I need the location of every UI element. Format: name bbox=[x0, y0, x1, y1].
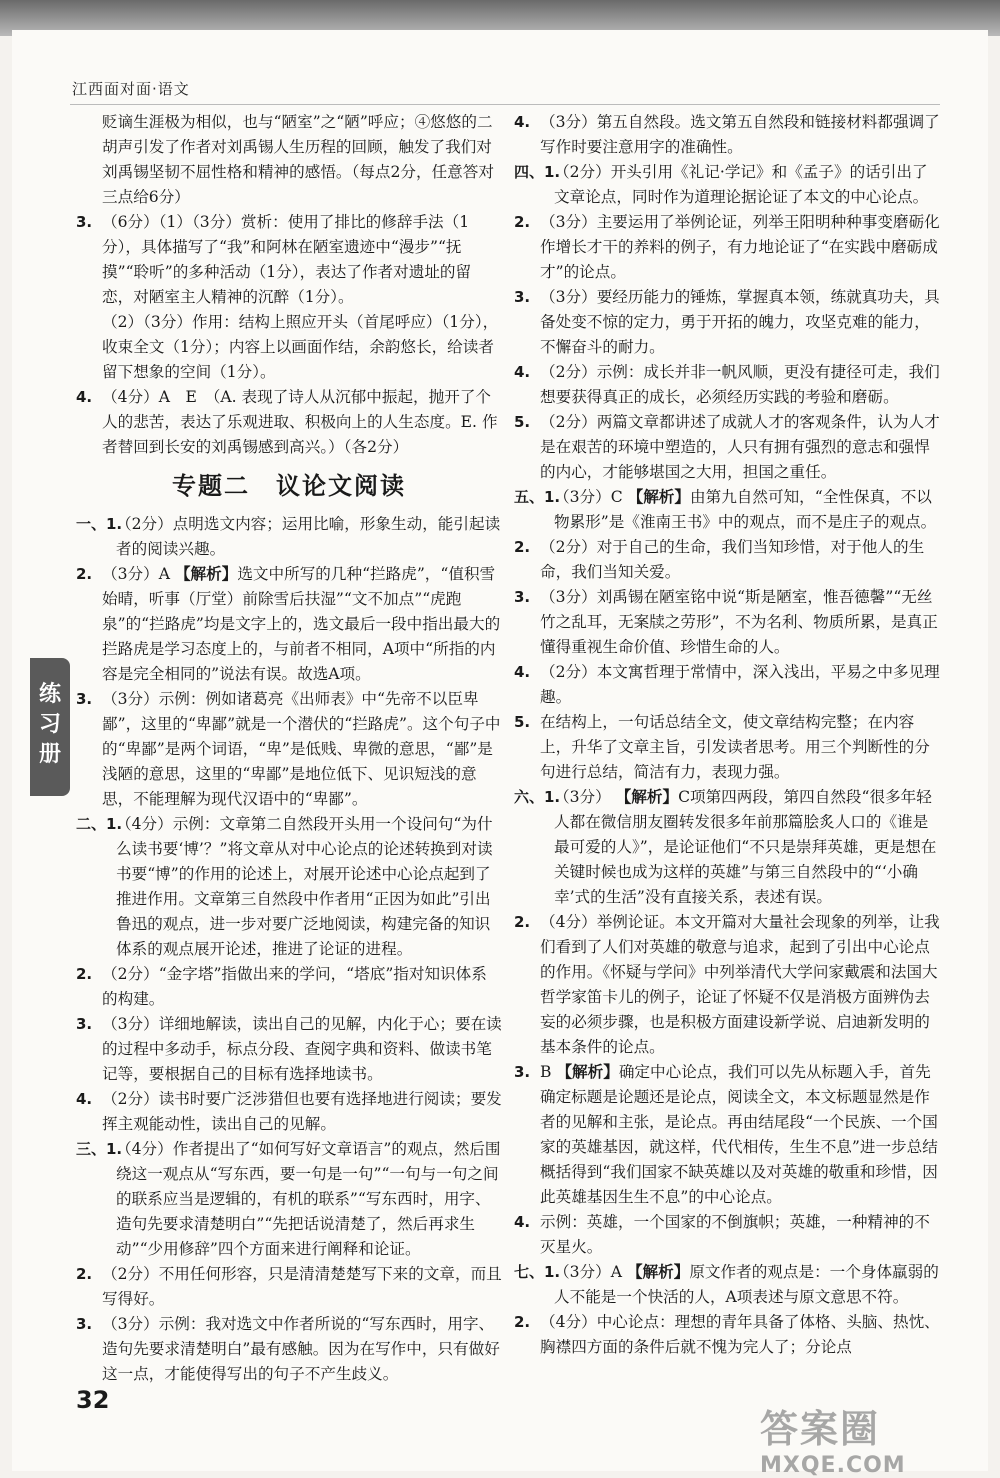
item-text: （3分） bbox=[554, 788, 611, 806]
item-text: 在结构上，一句话总结全文，使文章结构完整；在内容上，升华了文章主旨，引发读者思考。用三个判断性的分句进行总结，简洁有力，表现力强。 bbox=[540, 713, 930, 781]
item-text: （2分）读书时要广泛涉猎但也要有选择地进行阅读；要发挥主观能动性，读出自己的见解。 bbox=[102, 1090, 502, 1133]
item-number: 五、1. bbox=[514, 488, 561, 506]
watermark-text: 答案圈 bbox=[760, 1407, 881, 1451]
answer-item bbox=[76, 1137, 502, 1262]
item-number: 2. bbox=[514, 538, 531, 556]
item-number: 二、1. bbox=[76, 815, 123, 833]
answer-item bbox=[514, 785, 940, 910]
item-number: 3. bbox=[76, 1015, 93, 1033]
item-text: 由第九自然可知，“全性保真，不以物累形”是《淮南王书》中的观点，而不是庄子的观点。 bbox=[554, 488, 937, 531]
answer-item bbox=[76, 1262, 502, 1312]
item-number: 3. bbox=[76, 213, 93, 231]
item-number: 5. bbox=[514, 713, 531, 731]
item-text: 原文作者的观点是：一个身体羸弱的人不能是一个快活的人，A项表述与原文意思不符。 bbox=[554, 1263, 939, 1306]
analysis-tag: 【解析】 bbox=[556, 1063, 619, 1081]
item-number: 2. bbox=[514, 213, 531, 231]
answer-item bbox=[514, 1210, 940, 1260]
item-number: 一、1. bbox=[76, 515, 123, 533]
answer-item bbox=[76, 385, 502, 460]
answer-item bbox=[514, 1260, 940, 1310]
item-text: C项第四两段，第四自然段“很多年轻人都在微信朋友圈转发很多年前那篇脍炙人口的《谁是最可爱的人》”，是论证他们“不只是崇拜英雄，更是想在关键时候也成为这样的英雄”与第三自然段中的“‘小确幸’式的生活”没有直接关系，表述有误。 bbox=[554, 788, 937, 906]
item-number: 2. bbox=[514, 1313, 531, 1331]
item-text: 示例：英雄，一个国家的不倒旗帜；英雄，一种精神的不灭星火。 bbox=[540, 1213, 930, 1256]
page-number: 32 bbox=[76, 1386, 110, 1414]
item-text: （3分）要经历能力的锤炼，掌握真本领，练就真功夫，具备处变不惊的定力，勇于开拓的魄力，攻坚克难的能力，不懈奋斗的耐力。 bbox=[540, 288, 940, 356]
right-column bbox=[514, 110, 940, 1360]
analysis-tag: 【解析】 bbox=[174, 565, 238, 583]
running-header: 江西面对面·语文 bbox=[72, 80, 190, 98]
answer-item bbox=[514, 360, 940, 410]
item-number: 三、1. bbox=[76, 1140, 123, 1158]
item-text: （2分）两篇文章都讲述了成就人才的客观条件，认为人才是在艰苦的环境中塑造的，人只有拥有强烈的意志和强悍的内心，才能够堪国之大用，担国之重任。 bbox=[540, 413, 940, 481]
answer-item bbox=[76, 1312, 502, 1387]
item-text: B bbox=[540, 1063, 552, 1081]
answer-item bbox=[76, 210, 502, 385]
item-number: 4. bbox=[76, 388, 93, 406]
item-text: （2分）开头引用《礼记·学记》和《孟子》的话引出了文章论点，同时作为道理论据论证了本文的中心论点。 bbox=[554, 163, 929, 206]
answer-item bbox=[514, 1310, 940, 1360]
item-text: （2分）示例：成长并非一帆风顺，更没有捷径可走，我们想要获得真正的成长，必须经历实践的考验和磨砺。 bbox=[540, 363, 940, 406]
item-number: 3. bbox=[514, 288, 531, 306]
item-text: （3分）第五自然段。选文第五自然段和链接材料都强调了写作时要注意用字的准确性。 bbox=[540, 113, 940, 156]
answer-item bbox=[514, 110, 940, 160]
item-text: （4分）A E （A. 表现了诗人从沉郁中振起，抛开了个人的悲苦，表达了乐观进取、积极向上的人生态度。E. 作者替回到长安的刘禹锡感到高兴。）（各2分） bbox=[102, 388, 498, 456]
item-text: （3分）详细地解读，读出自己的见解，内化于心；要在读的过程中多动手，标点分段、查阅字典和资料、做读书笔记等，要根据自己的目标有选择地读书。 bbox=[102, 1015, 502, 1083]
answer-item bbox=[514, 160, 940, 210]
item-number: 2. bbox=[76, 1265, 93, 1283]
answer-item bbox=[514, 410, 940, 485]
item-text: （2）（3分）作用：结构上照应开头（首尾呼应）（1分），收束全文（1分）；内容上以画面作结，余韵悠长，给读者留下想象的空间（1分）。 bbox=[102, 313, 499, 381]
item-text: （4分）作者提出了“如何写好文章语言”的观点，然后围绕这一观点从“写东西，要一句是一句”“一句与一句之间的联系应当是逻辑的，有机的联系”“写东西时，用字、造句先要求清楚明白”“先把话说清楚了，然后再求生动”“少用修辞”四个方面来进行阐释和论证。 bbox=[116, 1140, 501, 1258]
item-text: （3分）示例：例如诸葛亮《出师表》中“先帝不以臣卑鄙”，这里的“卑鄙”就是一个潜伏的“拦路虎”。这个句子中的“卑鄙”是两个词语，“卑”是低贱、卑微的意思，“鄙”是浅陋的意思，这里的“卑鄙”是地位低下、见识短浅的意思，不能理解为现代汉语中的“卑鄙”。 bbox=[102, 690, 501, 808]
answer-item bbox=[514, 210, 940, 285]
side-tab-label: 练习册 bbox=[38, 682, 61, 767]
analysis-tag: 【解析】 bbox=[615, 788, 679, 806]
side-tab-practice-book[interactable] bbox=[30, 658, 70, 796]
item-number: 3. bbox=[514, 1063, 531, 1081]
answer-item bbox=[76, 1087, 502, 1137]
item-number: 3. bbox=[514, 588, 531, 606]
item-number: 2. bbox=[514, 913, 531, 931]
item-text: 选文中所写的几种“拦路虎”，“值积雪始晴，听事（厅堂）前除雪后扶湿”“文不加点”“虎跑泉”的“拦路虎”均是文字上的，选文最后一段中指出最大的拦路虎是学习态度上的，与前者不相同，A项中“所指的内容是完全相同的”说法有误。故选A项。 bbox=[102, 565, 501, 683]
item-text: （4分）举例论证。本文开篇对大量社会现象的列举，让我们看到了人们对英雄的敬意与追求，起到了引出中心论点的作用。《怀疑与学问》中列举清代大学问家戴震和法国大哲学家笛卡儿的例子，论证了怀疑不仅是消极方面辨伪去妄的必须步骤，也是积极方面建设新学说、启迪新发明的基本条件的论点。 bbox=[540, 913, 940, 1056]
answer-item bbox=[76, 562, 502, 687]
item-text: （3分）主要运用了举例论证，列举王阳明种种事变磨砺化作增长才干的养料的例子，有力地论证了“在实践中磨砺成才”的论点。 bbox=[540, 213, 940, 281]
item-number: 4. bbox=[514, 1213, 531, 1231]
item-number: 四、1. bbox=[514, 163, 561, 181]
answer-item bbox=[514, 535, 940, 585]
item-text: （3分）A bbox=[102, 565, 170, 583]
item-number: 六、1. bbox=[514, 788, 561, 806]
item-number: 2. bbox=[76, 965, 93, 983]
answer-item bbox=[514, 285, 940, 360]
item-text: （2分）点明选文内容；运用比喻，形象生动，能引起读者的阅读兴趣。 bbox=[116, 515, 501, 558]
item-text: 确定中心论点，我们可以先从标题入手，首先确定标题是论题还是论点，阅读全文，本文标题显然是作者的见解和主张，是论点。再由结尾段“一个民族、一个国家的英雄基因，就这样，代代相传，生生不息”进一步总结概括得到“我们国家不缺英雄以及对英雄的敬重和珍惜，因此英雄基因生生不息”的中心论点。 bbox=[540, 1063, 938, 1206]
item-text: （3分）示例：我对选文中作者所说的“写东西时，用字、造句先要求清楚明白”最有感触。因为在写作中，只有做好这一点，才能使得写出的句子不产生歧义。 bbox=[102, 1315, 500, 1383]
left-column bbox=[76, 110, 502, 1387]
item-number: 3. bbox=[76, 1315, 93, 1333]
item-number: 5. bbox=[514, 413, 531, 431]
answer-item bbox=[514, 710, 940, 785]
item-number: 4. bbox=[514, 113, 531, 131]
item-text: （3分）C bbox=[554, 488, 623, 506]
item-text: （2分）不用任何形容，只是清清楚楚写下来的文章，而且写得好。 bbox=[102, 1265, 502, 1308]
item-number: 4. bbox=[76, 1090, 93, 1108]
item-text: （3分）刘禹锡在陋室铭中说“斯是陋室，惟吾德馨”“无丝竹之乱耳，无案牍之劳形”，不为名利、物质所累，是真正懂得重视生命价值、珍惜生命的人。 bbox=[540, 588, 938, 656]
answer-item bbox=[514, 660, 940, 710]
item-text: （4分）示例：文章第二自然段开头用一个设问句“为什么读书要‘博’？”将文章从对中心论点的论述转换到对读书要“博”的作用的论述上，对展开论述中心论点起到了推进作用。文章第三自然段中作者用“正因为如此”引出鲁迅的观点，进一步对要广泛地阅读，构建完备的知识体系的观点展开论述，推进了论证的进程。 bbox=[116, 815, 493, 958]
watermark-url: MXQE.COM bbox=[760, 1453, 906, 1478]
watermark-logo bbox=[760, 1398, 906, 1478]
item-number: 4. bbox=[514, 663, 531, 681]
analysis-tag: 【解析】 bbox=[627, 488, 690, 506]
item-text: （3分）A bbox=[554, 1263, 622, 1281]
item-text: （4分）中心论点：理想的青年具备了体格、头脑、热忱、胸襟四方面的条件后就不愧为完人了；分论点 bbox=[540, 1313, 940, 1356]
analysis-tag: 【解析】 bbox=[626, 1263, 690, 1281]
item-number: 2. bbox=[76, 565, 93, 583]
answer-item bbox=[514, 910, 940, 1060]
answer-item bbox=[76, 1012, 502, 1087]
item-number: 4. bbox=[514, 363, 531, 381]
answer-item bbox=[514, 585, 940, 660]
item-text: （2分）对于自己的生命，我们当知珍惜，对于他人的生命，我们当知关爱。 bbox=[540, 538, 925, 581]
answer-item bbox=[76, 512, 502, 562]
answer-item bbox=[76, 962, 502, 1012]
answer-item bbox=[76, 812, 502, 962]
answer-continuation: 贬谪生涯极为相似，也与“陋室”之“陋”呼应；④悠悠的二胡声引发了作者对刘禹锡人生历程的回顾，触发了我们对刘禹锡坚韧不屈性格和精神的感悟。（每点2分，任意答对三点给6分） bbox=[102, 113, 494, 206]
answer-item bbox=[514, 485, 940, 535]
item-text: （2分）“金字塔”指做出来的学问，“塔底”指对知识体系的构建。 bbox=[102, 965, 487, 1008]
section-title: 专题二 议论文阅读 bbox=[172, 472, 406, 500]
item-text: （2分）本文寓哲理于常情中，深入浅出，平易之中多见理趣。 bbox=[540, 663, 940, 706]
answer-item bbox=[514, 1060, 940, 1210]
item-number: 3. bbox=[76, 690, 93, 708]
header-divider bbox=[70, 104, 940, 105]
item-text: （6分）（1）（3分）赏析：使用了排比的修辞手法（1分），具体描写了“我”和阿林在陋室遗迹中“漫步”“抚摸”“聆听”的多种活动（1分），表达了作者对遗址的留恋，对陋室主人精神的沉醉（1分）。 bbox=[102, 213, 472, 306]
item-number: 七、1. bbox=[514, 1263, 561, 1281]
answer-item bbox=[76, 687, 502, 812]
